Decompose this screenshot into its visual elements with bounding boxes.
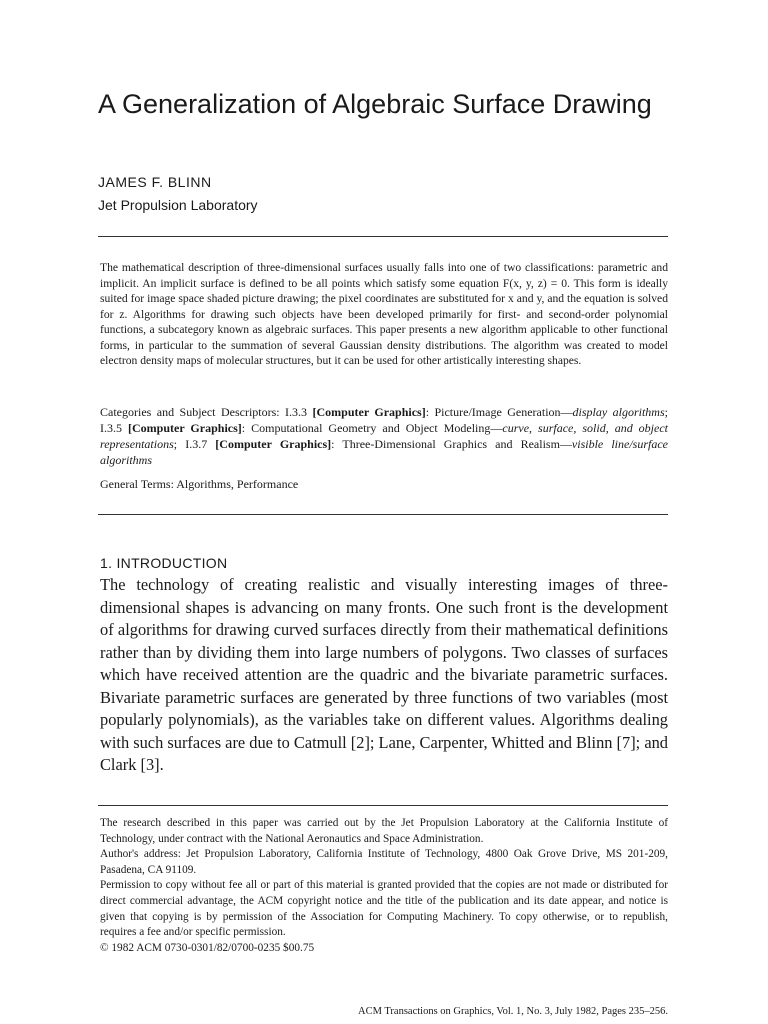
- categories-italic-3: visible line/surface algorithms: [100, 437, 668, 467]
- footnote-copyright: © 1982 ACM 0730-0301/82/0700-0235 $00.75: [100, 941, 315, 954]
- categories-prefix: Categories and Subject Descriptors: I.3.3: [100, 405, 313, 419]
- general-terms: General Terms: Algorithms, Performance: [100, 477, 299, 491]
- category-computer-graphics-2: [Computer Graphics]: [128, 421, 242, 435]
- abstract-divider: [98, 514, 668, 515]
- abstract-text: The mathematical description of three-dimensional surfaces usually falls into one of two classifications: parametric and implicit. An implicit surface is defined to be all points which satisfy some equation F(x, y, z) = 0. This form is ideally suited for image space shaded picture drawing; the pixel coordinates are substituted for x and y, and the equation is solved for z. Algorithms for drawing such objects have been developed primarily for first- and second-order polynomial functions, a subcategory known as algebraic surfaces. This paper presents a new algorithm applicable to other functional forms, in particular to the summation of several Gaussian density distributions. The algorithm was created to model electron density maps of molecular structures, but it can be used for other artistically interesting shapes.: [100, 261, 668, 367]
- categories-text-1: : Picture/Image Generation—: [425, 405, 573, 419]
- footnote-divider: [98, 805, 668, 806]
- author-affiliation: Jet Propulsion Laboratory: [98, 197, 258, 213]
- author-name: JAMES F. BLINN: [98, 174, 212, 190]
- footnotes: [100, 816, 668, 956]
- footnote-permission: Permission to copy without fee all or part of this material is granted provided that the copies are not made or distributed for direct commercial advantage, the ACM copyright notice and the title of the publication and its date appear, and notice is given that copying is by permission of the Association for Computing Machinery. To copy otherwise, or to republish, requires a fee and/or specific permission.: [100, 879, 668, 939]
- header-divider: [98, 236, 668, 237]
- categories-text-4: ; I.3.7: [173, 437, 216, 451]
- categories-descriptors: [100, 404, 668, 468]
- category-computer-graphics-3: [Computer Graphics]: [215, 437, 332, 451]
- footnote-research: The research described in this paper was carried out by the Jet Propulsion Laboratory at the California Institute of Technology, under contract with the National Aeronautics and Space Administration.: [100, 817, 668, 845]
- category-computer-graphics-1: [Computer Graphics]: [312, 405, 426, 419]
- categories-italic-1: display algorithms: [572, 405, 665, 419]
- introduction-paragraph: The technology of creating realistic and visually interesting images of three-dimensional shapes is advancing on many fronts. One such front is the development of algorithms for drawing curved surfaces directly from their mathematical definitions rather than by dividing them into large numbers of polygons. Two classes of surfaces which have received attention are the quadric and the bivariate parametric surfaces. Bivariate parametric surfaces are generated by three functions of two variables (most popularly polynomials), as the variables take on different values. Algorithms dealing with such surfaces are due to Catmull [2]; Lane, Carpenter, Whitted and Blinn [7]; and Clark [3].: [100, 575, 668, 774]
- page-footer-citation: ACM Transactions on Graphics, Vol. 1, No. 3, July 1982, Pages 235–256.: [358, 1006, 668, 1017]
- categories-text-2: ; I.3.5: [100, 405, 668, 435]
- categories-text-5: : Three-Dimensional Graphics and Realism—: [331, 437, 572, 451]
- footnote-address: Author's address: Jet Propulsion Laboratory, California Institute of Technology, 4800 Oak Grove Drive, MS 201-209, Pasadena, CA 91109.: [100, 848, 668, 876]
- categories-italic-2: curve, surface, solid, and object representations: [100, 421, 669, 451]
- section-heading-introduction: 1. INTRODUCTION: [100, 555, 228, 571]
- paper-title: A Generalization of Algebraic Surface Drawing: [98, 89, 652, 119]
- categories-text-3: : Computational Geometry and Object Modeling—: [241, 421, 503, 435]
